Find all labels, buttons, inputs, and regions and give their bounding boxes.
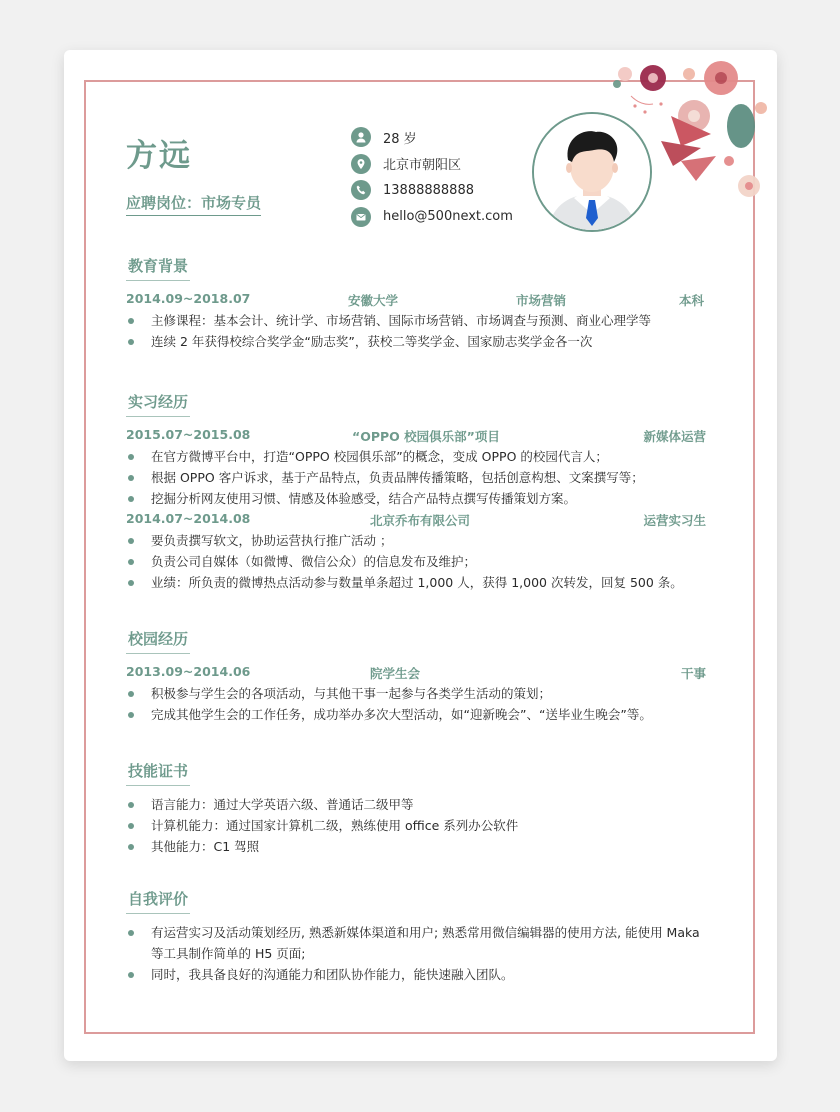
- list-item: 同时，我具备良好的沟通能力和团队协作能力，能快速融入团队。: [126, 964, 716, 985]
- entry-date: 2014.09~2018.07: [126, 291, 251, 306]
- list-item: 根据 OPPO 客户诉求，基于产品特点，负责品牌传播策略，包括创意构想、文案撰写等；: [126, 467, 716, 488]
- phone-icon: [351, 180, 371, 200]
- contact-phone: [351, 177, 513, 204]
- campus-entry: [126, 662, 716, 683]
- education-section: [126, 255, 716, 352]
- list-item: 挖掘分析网友使用习惯、情感及体验感受，结合产品特点撰写传播策划方案。: [126, 488, 716, 509]
- education-entry: [126, 289, 716, 310]
- skills-title: 技能证书: [126, 760, 190, 786]
- entry-org: 院学生会: [370, 666, 421, 681]
- internship-section: [126, 391, 716, 593]
- contact-phone-text[interactable]: 13888888888: [383, 182, 474, 198]
- list-item: 要负责撰写软文，协助运营执行推广活动 ；: [126, 530, 716, 551]
- education-title: 教育背景: [126, 255, 190, 281]
- entry-date: 2015.07~2015.08: [126, 427, 251, 442]
- internship-title: 实习经历: [126, 391, 190, 417]
- list-item: 语言能力：通过大学英语六级、普通话二级甲等: [126, 794, 716, 815]
- self-evaluation-title: 自我评价: [126, 888, 190, 914]
- contact-email: [351, 204, 513, 231]
- entry-role: 运营实习生: [643, 513, 706, 528]
- entry-major: 市场营销: [516, 293, 567, 308]
- campus-section: [126, 628, 716, 725]
- contact-email-text[interactable]: hello@500next.com: [383, 209, 513, 225]
- list-item: 其他能力：C1 驾照: [126, 836, 716, 857]
- self-evaluation-section: [126, 888, 716, 985]
- list-item: 负责公司自媒体（如微博、微信公众）的信息发布及维护；: [126, 551, 716, 572]
- entry-org: 安徽大学: [348, 293, 399, 308]
- entry-role: 本科: [678, 293, 704, 308]
- list-item: 在官方微博平台中，打造“OPPO 校园俱乐部”的概念，变成 OPPO 的校园代言人；: [126, 446, 716, 467]
- list-item: 有运营实习及活动策划经历, 熟悉新媒体渠道和用户; 熟悉常用微信编辑器的使用方法, 能使用 Maka 等工具制作简单的 H5 页面;: [126, 922, 716, 964]
- contact-info: [351, 124, 513, 230]
- entry-date: 2014.07~2014.08: [126, 511, 251, 526]
- avatar: [532, 112, 652, 232]
- list-item: 连续 2 年获得校综合奖学金“励志奖”，获校二等奖学金、国家励志奖学金各一次: [126, 331, 716, 352]
- resume-page: [64, 50, 777, 1061]
- list-item: 积极参与学生会的各项活动，与其他干事一起参与各类学生活动的策划；: [126, 683, 716, 704]
- entry-role: 干事: [680, 666, 706, 681]
- candidate-name: 方远: [126, 138, 192, 174]
- list-item: 业绩：所负责的微博热点活动参与数量单条超过 1,000 人，获得 1,000 次转发，回复 500 条。: [126, 572, 716, 593]
- location-icon: [351, 154, 371, 174]
- internship-entry: [126, 425, 716, 446]
- campus-title: 校园经历: [126, 628, 190, 654]
- list-item: 主修课程：基本会计、统计学、市场营销、国际市场营销、市场调查与预测、商业心理学等: [126, 310, 716, 331]
- entry-date: 2013.09~2014.06: [126, 664, 251, 679]
- list-item: 计算机能力：通过国家计算机二级，熟练使用 office 系列办公软件: [126, 815, 716, 836]
- contact-age: [351, 124, 513, 151]
- job-objective: 应聘岗位：市场专员: [126, 192, 261, 216]
- entry-role: 新媒体运营: [643, 429, 706, 444]
- internship-entry: [126, 509, 716, 530]
- contact-location: [351, 151, 513, 178]
- mail-icon: [351, 207, 371, 227]
- person-icon: [351, 127, 371, 147]
- entry-org: “OPPO 校园俱乐部”项目: [352, 429, 500, 444]
- entry-org: 北京乔布有限公司: [370, 513, 471, 528]
- contact-location-text: 北京市朝阳区: [383, 158, 462, 174]
- contact-age-text: 28 岁: [383, 131, 417, 147]
- skills-section: [126, 760, 716, 857]
- list-item: 完成其他学生会的工作任务，成功举办多次大型活动，如“迎新晚会”、“送毕业生晚会”等。: [126, 704, 716, 725]
